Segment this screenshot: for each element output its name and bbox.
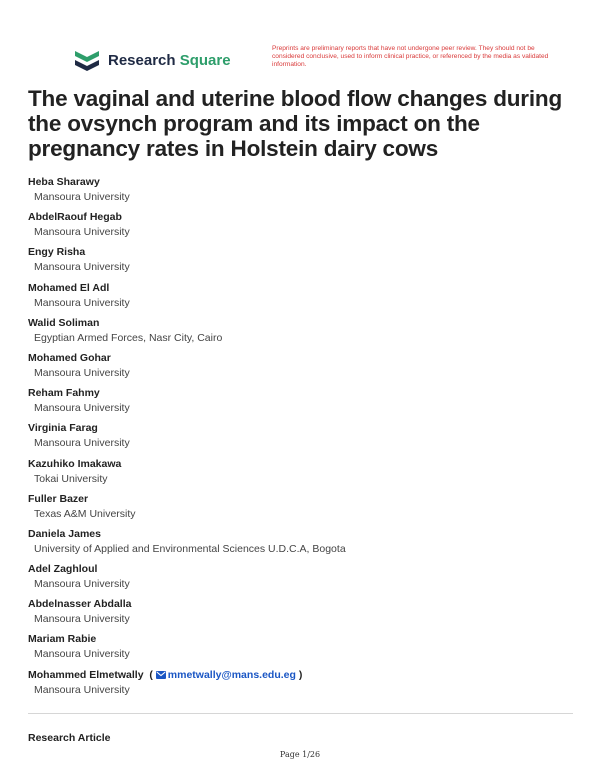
author-entry [28,527,573,562]
author-name: Fuller Bazer [28,492,89,505]
preprint-notice: Preprints are preliminary reports that have not undergone peer review. They should not be considered conclusive, used to inform clinical practice, or referenced by the media as validated information. [272,45,549,68]
author-affiliation: Mansoura University [34,437,130,450]
email-wrapper [146,669,302,681]
author-affiliation: Mansoura University [34,683,130,696]
author-entry [28,386,573,421]
author-affiliation: Mansoura University [34,578,130,591]
author-entry [28,632,573,667]
author-entry [28,351,573,386]
author-entry [28,175,573,210]
article-type-label: Research Article [28,732,111,744]
research-square-logo-icon [72,48,102,72]
author-name: Mohamed Gohar [28,351,111,364]
author-entry [28,597,573,632]
author-affiliation: Tokai University [34,472,108,485]
author-affiliation: Mansoura University [34,296,130,309]
author-entry [28,210,573,245]
mail-icon [156,671,166,679]
corresponding-author-entry [28,668,573,703]
author-name: Reham Fahmy [28,387,100,400]
page-number: Page 1/26 [279,750,321,759]
author-list [28,175,573,703]
author-entry [28,281,573,316]
author-name: Abdelnasser Abdalla [28,598,132,611]
logo-word-research: Research [108,51,176,69]
author-name: Heba Sharawy [28,176,100,188]
author-affiliation: Texas A&M University [34,507,136,520]
paper-title: The vaginal and uterine blood flow changes during the ovsynch program and its impact on the pregnancy rates in Holstein dairy cows [28,86,562,161]
logo-wordmark [108,52,231,69]
author-name: Walid Soliman [28,316,100,329]
author-name: Virginia Farag [28,422,98,435]
author-affiliation: Mansoura University [34,261,130,274]
page-header [0,40,600,80]
author-name: Mariam Rabie [28,633,97,646]
author-name: Adel Zaghloul [28,563,98,576]
author-affiliation: Mansoura University [34,191,130,203]
paren-close: ) [298,668,303,681]
author-entry [28,492,573,527]
paren-open: ( [149,668,153,681]
section-divider [28,713,573,714]
author-entry [28,562,573,597]
author-name: Kazuhiko Imakawa [28,457,122,470]
author-name: Engy Risha [28,246,86,259]
author-name: Daniela James [28,527,101,540]
author-entry [28,457,573,492]
author-affiliation: Egyptian Armed Forces, Nasr City, Cairo [34,331,223,344]
logo-word-square: Square [179,51,231,69]
author-affiliation: Mansoura University [34,226,130,239]
author-name: Mohammed Elmetwally [28,668,144,681]
author-affiliation: University of Applied and Environmental Sciences U.D.C.A, Bogota [34,542,346,555]
author-entry [28,316,573,351]
author-affiliation: Mansoura University [34,613,130,626]
author-entry [28,245,573,280]
research-square-logo[interactable] [72,48,231,72]
author-name: AbdelRaouf Hegab [28,211,122,224]
author-entry [28,421,573,456]
author-name: Mohamed El Adl [28,281,110,294]
author-affiliation: Mansoura University [34,648,130,661]
corresponding-author-line [28,668,573,683]
author-affiliation: Mansoura University [34,366,130,379]
corresponding-email-link[interactable]: mmetwally@mans.edu.eg [167,668,296,681]
author-affiliation: Mansoura University [34,402,130,415]
